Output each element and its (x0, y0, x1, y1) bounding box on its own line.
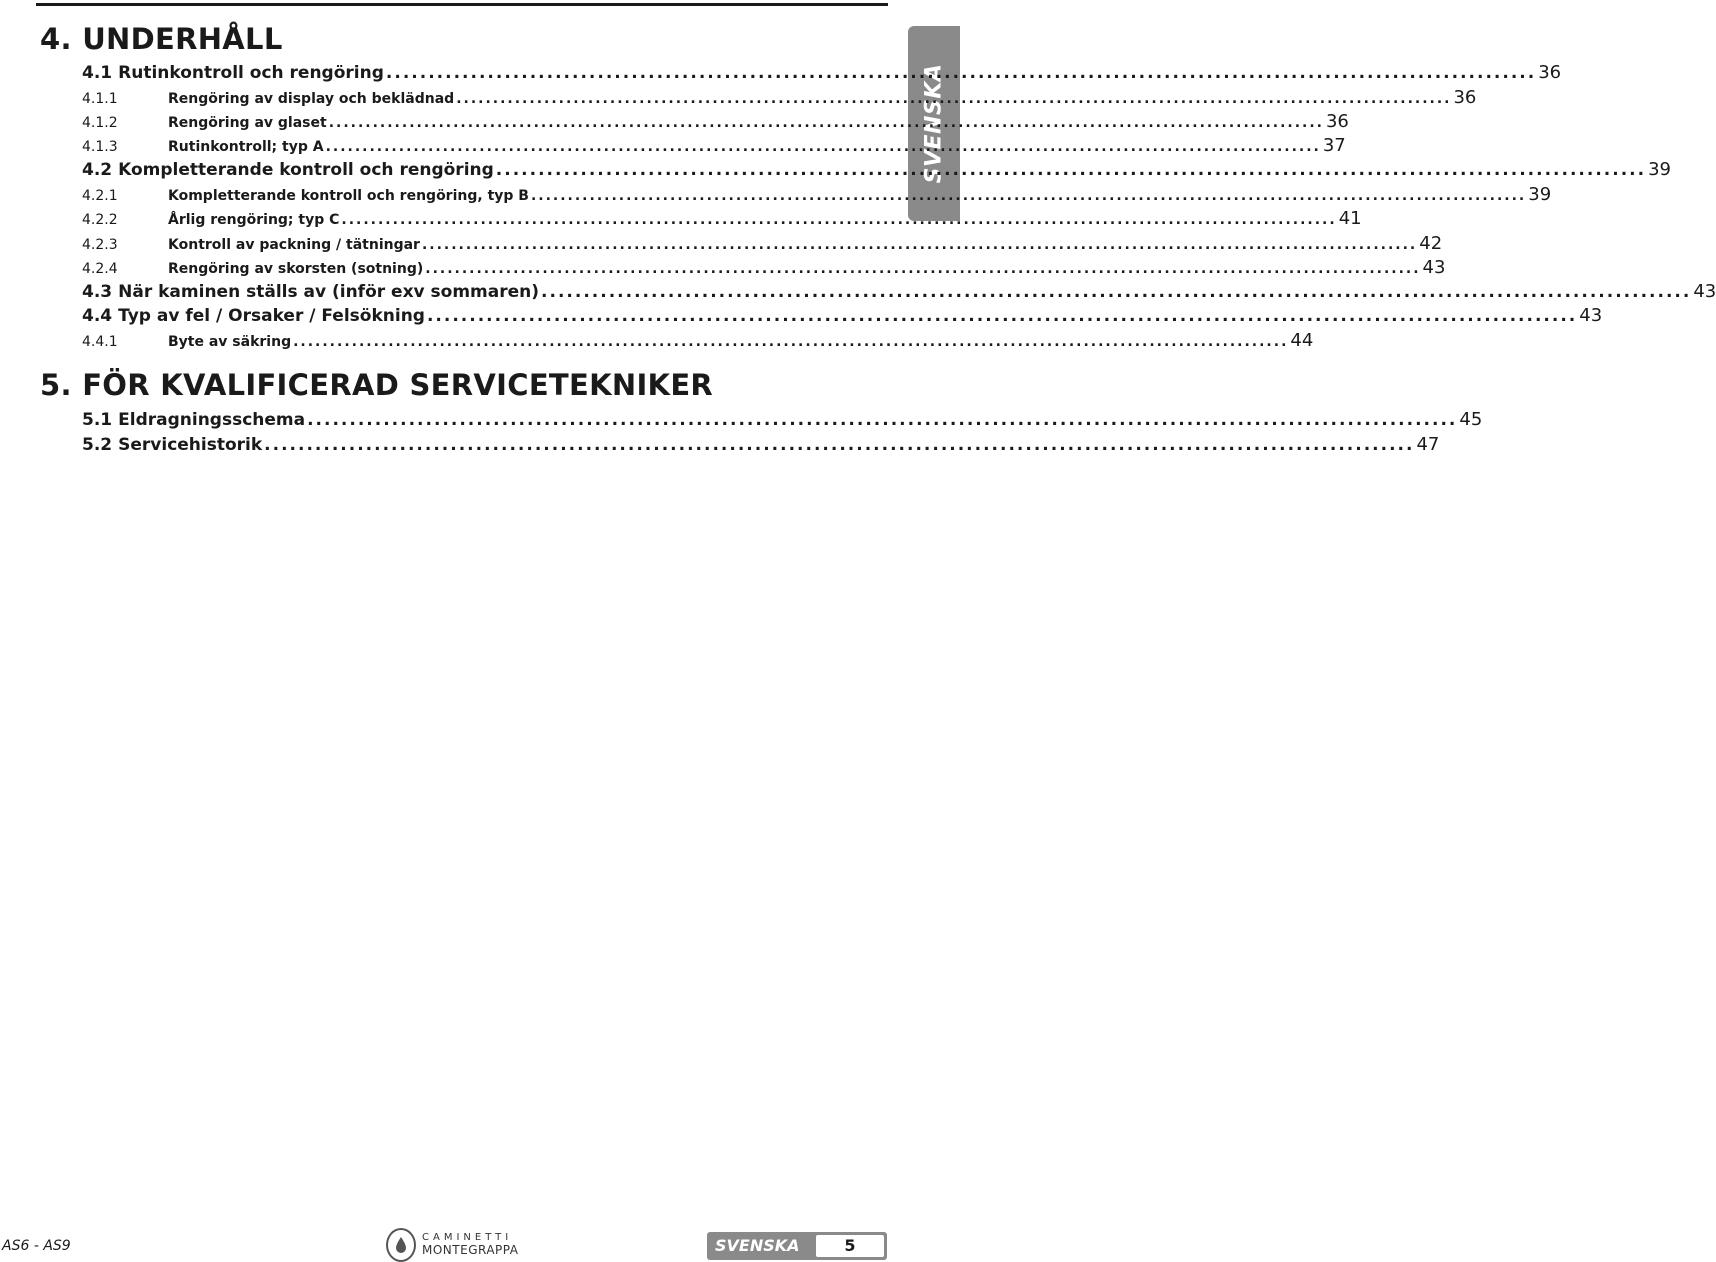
toc-entry-label: Kontroll av packning / tätningar (168, 237, 420, 253)
toc-entry-page: 36 (1325, 111, 1349, 132)
toc-entry-label: Rutinkontroll; typ A (168, 139, 324, 155)
dot-leader: ........................................................................................................................................ (307, 410, 1458, 430)
toc-entry-page: 39 (1528, 184, 1552, 205)
footer-language-bar (707, 1232, 887, 1260)
language-side-tab-label: SVENSKA (921, 63, 947, 184)
toc-entry-label: Rengöring av display och beklädnad (168, 91, 455, 107)
toc-entry-number: 4.4.1 (82, 334, 118, 350)
brand-logo (386, 1228, 518, 1262)
toc-entry-number: 4.2.4 (82, 261, 118, 277)
toc-entry-number: 4.2.3 (82, 237, 118, 253)
dot-leader: ........................................................................................................................................ (456, 91, 1452, 107)
toc-entry[interactable] (82, 111, 1349, 132)
dot-leader: ........................................................................................................................................ (325, 139, 1321, 155)
footer-language-label: SVENSKA (715, 1236, 800, 1255)
toc-entry[interactable] (82, 257, 1446, 278)
model-label: AS6 - AS9 (2, 1238, 71, 1254)
toc-entry[interactable] (82, 434, 1440, 455)
toc-entry-label: Kompletterande kontroll och rengöring, typ B (168, 188, 529, 204)
dot-leader: ........................................................................................................................................ (293, 334, 1289, 350)
toc-entry-number: 4.1 (82, 63, 113, 83)
toc-entry-number: 4.1.2 (82, 115, 118, 131)
toc-entry[interactable] (82, 208, 1362, 229)
dot-leader: ........................................................................................................................................ (425, 261, 1421, 277)
toc-entry-label: Servicehistorik (118, 435, 263, 455)
toc-entry-label: Eldragningsschema (118, 410, 306, 430)
chapter-title: 5. FÖR KVALIFICERAD SERVICETEKNIKER (40, 368, 714, 402)
page-number: 5 (816, 1235, 884, 1257)
toc-entry-number: 4.2.1 (82, 188, 118, 204)
dot-leader: ........................................................................................................................................ (541, 282, 1692, 302)
toc-entry-number: 4.2 (82, 160, 113, 180)
dot-leader: ........................................................................................................................................ (421, 237, 1418, 253)
toc-entry-label: Årlig rengöring; typ C (168, 212, 340, 228)
logo-top-text: CAMINETTI (422, 1232, 513, 1244)
toc-entry-label: Byte av säkring (168, 334, 292, 350)
logo-bottom-text: MONTEGRAPPA (422, 1242, 519, 1257)
toc-entry-page: 47 (1416, 434, 1440, 455)
toc-entry[interactable] (82, 135, 1346, 156)
chapter-title: 4. UNDERHÅLL (40, 22, 283, 56)
toc-entry[interactable] (82, 233, 1443, 254)
dot-leader: ........................................................................................................................................ (426, 306, 1578, 326)
toc-entry-page: 44 (1290, 330, 1314, 351)
toc-entry-label: Rutinkontroll och rengöring (118, 63, 384, 83)
dot-leader: ........................................................................................................................................ (530, 188, 1527, 204)
dot-leader: ........................................................................................................................................ (385, 63, 1537, 83)
toc-entry-page: 43 (1579, 305, 1603, 326)
toc-entry-label: Kompletterande kontroll och rengöring (118, 160, 494, 180)
toc-entry-label: När kaminen ställs av (inför exv sommaren) (118, 282, 540, 302)
dot-leader: ........................................................................................................................................ (341, 212, 1337, 228)
dot-leader: ........................................................................................................................................ (264, 435, 1415, 455)
toc-entry-page: 37 (1322, 135, 1346, 156)
toc-entry-number: 5.2 (82, 435, 113, 455)
toc-entry-number: 4.3 (82, 282, 113, 302)
toc-entry-label: Typ av fel / Orsaker / Felsökning (118, 306, 425, 326)
toc-entry-page: 36 (1453, 87, 1477, 108)
toc-entry-page: 42 (1419, 233, 1443, 254)
toc-entry[interactable] (82, 305, 1603, 326)
toc-entry-number: 4.1.1 (82, 91, 118, 107)
toc-entry[interactable] (82, 184, 1552, 205)
toc-entry-page: 39 (1648, 159, 1671, 180)
flame-drop-icon (386, 1228, 416, 1262)
toc-entry[interactable] (82, 281, 1716, 302)
toc-entry-page: 41 (1338, 208, 1362, 229)
toc-entry-label: Rengöring av skorsten (sotning) (168, 261, 424, 277)
toc-entry-number: 4.1.3 (82, 139, 118, 155)
top-rule (36, 3, 888, 6)
toc-entry-page: 43 (1422, 257, 1446, 278)
toc-entry[interactable] (82, 409, 1483, 430)
toc-entry-label: Rengöring av glaset (168, 115, 327, 131)
toc-entry[interactable] (82, 330, 1314, 351)
toc-entry-number: 4.2.2 (82, 212, 118, 228)
dot-leader: ........................................................................................................................................ (495, 160, 1647, 180)
dot-leader: ........................................................................................................................................ (328, 115, 1324, 131)
toc-entry[interactable] (82, 87, 1477, 108)
toc-entry[interactable] (82, 159, 1671, 180)
toc-entry-page: 45 (1459, 409, 1483, 430)
toc-entry-number: 5.1 (82, 410, 113, 430)
toc-entry-number: 4.4 (82, 306, 113, 326)
toc-entry-page: 43 (1693, 281, 1716, 302)
toc-entry[interactable] (82, 62, 1562, 83)
toc-entry-page: 36 (1538, 62, 1562, 83)
